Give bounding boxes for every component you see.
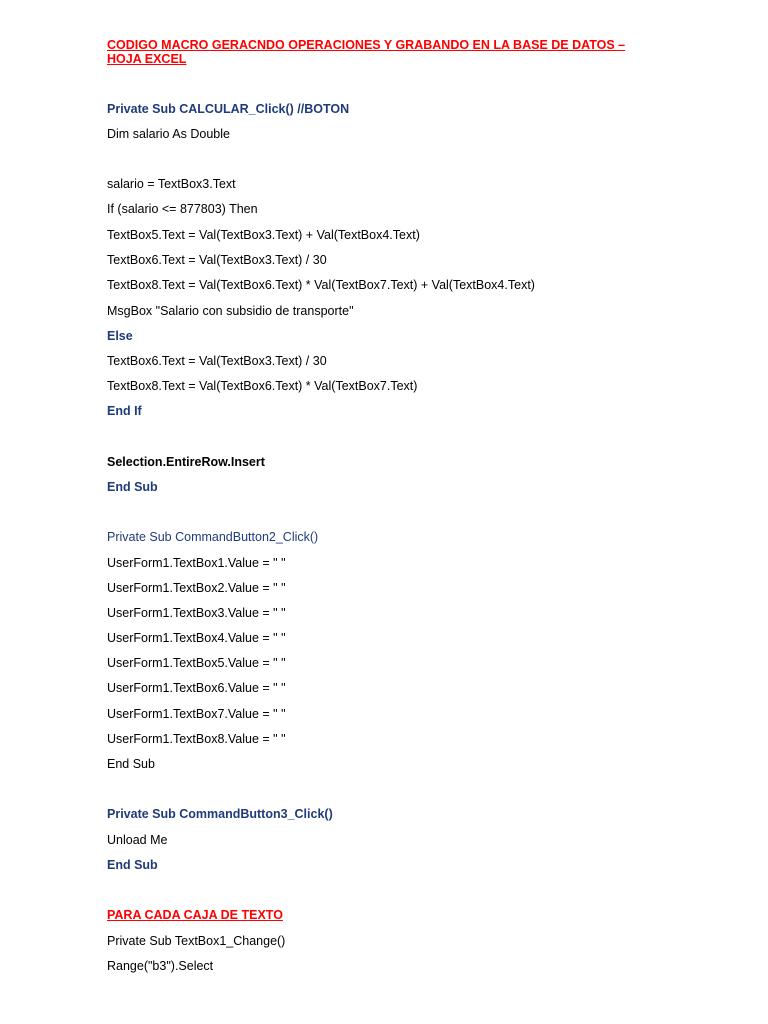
selection-insert-line: Selection.EntireRow.Insert bbox=[107, 455, 265, 469]
calcular-sub-header: Private Sub CALCULAR_Click() //BOTON bbox=[107, 102, 350, 116]
userform-textbox-line: UserForm1.TextBox2.Value = " " bbox=[107, 581, 286, 595]
section2-title: PARA CADA CAJA DE TEXTO bbox=[107, 908, 283, 922]
button2-end-sub: End Sub bbox=[107, 757, 155, 771]
if-condition-line: If (salario <= 877803) Then bbox=[107, 202, 258, 216]
button2-sub-header: Private Sub CommandButton2_Click() bbox=[107, 530, 319, 544]
calcular-end-sub: End Sub bbox=[107, 480, 158, 494]
else-textbox8-line: TextBox8.Text = Val(TextBox6.Text) * Val(TextBox7.Text) bbox=[107, 379, 418, 393]
document-title-line-1: CODIGO MACRO GERACNDO OPERACIONES Y GRABANDO EN LA BASE DE DATOS – bbox=[107, 38, 626, 52]
range-select-line: Range("b3").Select bbox=[107, 959, 214, 973]
else-keyword: Else bbox=[107, 329, 133, 343]
msgbox-line: MsgBox "Salario con subsidio de transporte" bbox=[107, 304, 354, 318]
userform-textbox-line: UserForm1.TextBox7.Value = " " bbox=[107, 707, 286, 721]
textbox5-line: TextBox5.Text = Val(TextBox3.Text) + Val(TextBox4.Text) bbox=[107, 228, 420, 242]
textbox8-line: TextBox8.Text = Val(TextBox6.Text) * Val(TextBox7.Text) + Val(TextBox4.Text) bbox=[107, 278, 535, 292]
unload-me-line: Unload Me bbox=[107, 833, 168, 847]
userform-textbox-line: UserForm1.TextBox6.Value = " " bbox=[107, 681, 286, 695]
textbox6-line: TextBox6.Text = Val(TextBox3.Text) / 30 bbox=[107, 253, 327, 267]
userform-textbox-line: UserForm1.TextBox3.Value = " " bbox=[107, 606, 286, 620]
document-title-line-2: HOJA EXCEL bbox=[107, 52, 187, 66]
end-if-keyword: End If bbox=[107, 404, 142, 418]
userform-textbox-line: UserForm1.TextBox5.Value = " " bbox=[107, 656, 286, 670]
else-textbox6-line: TextBox6.Text = Val(TextBox3.Text) / 30 bbox=[107, 354, 327, 368]
dim-salario-line: Dim salario As Double bbox=[107, 127, 230, 141]
textbox1-sub-header: Private Sub TextBox1_Change() bbox=[107, 934, 286, 948]
salario-assign-line: salario = TextBox3.Text bbox=[107, 177, 236, 191]
button3-sub-header: Private Sub CommandButton3_Click() bbox=[107, 807, 333, 821]
userform-textbox-line: UserForm1.TextBox1.Value = " " bbox=[107, 556, 286, 570]
userform-textbox-line: UserForm1.TextBox4.Value = " " bbox=[107, 631, 286, 645]
button3-end-sub: End Sub bbox=[107, 858, 158, 872]
userform-textbox-line: UserForm1.TextBox8.Value = " " bbox=[107, 732, 286, 746]
